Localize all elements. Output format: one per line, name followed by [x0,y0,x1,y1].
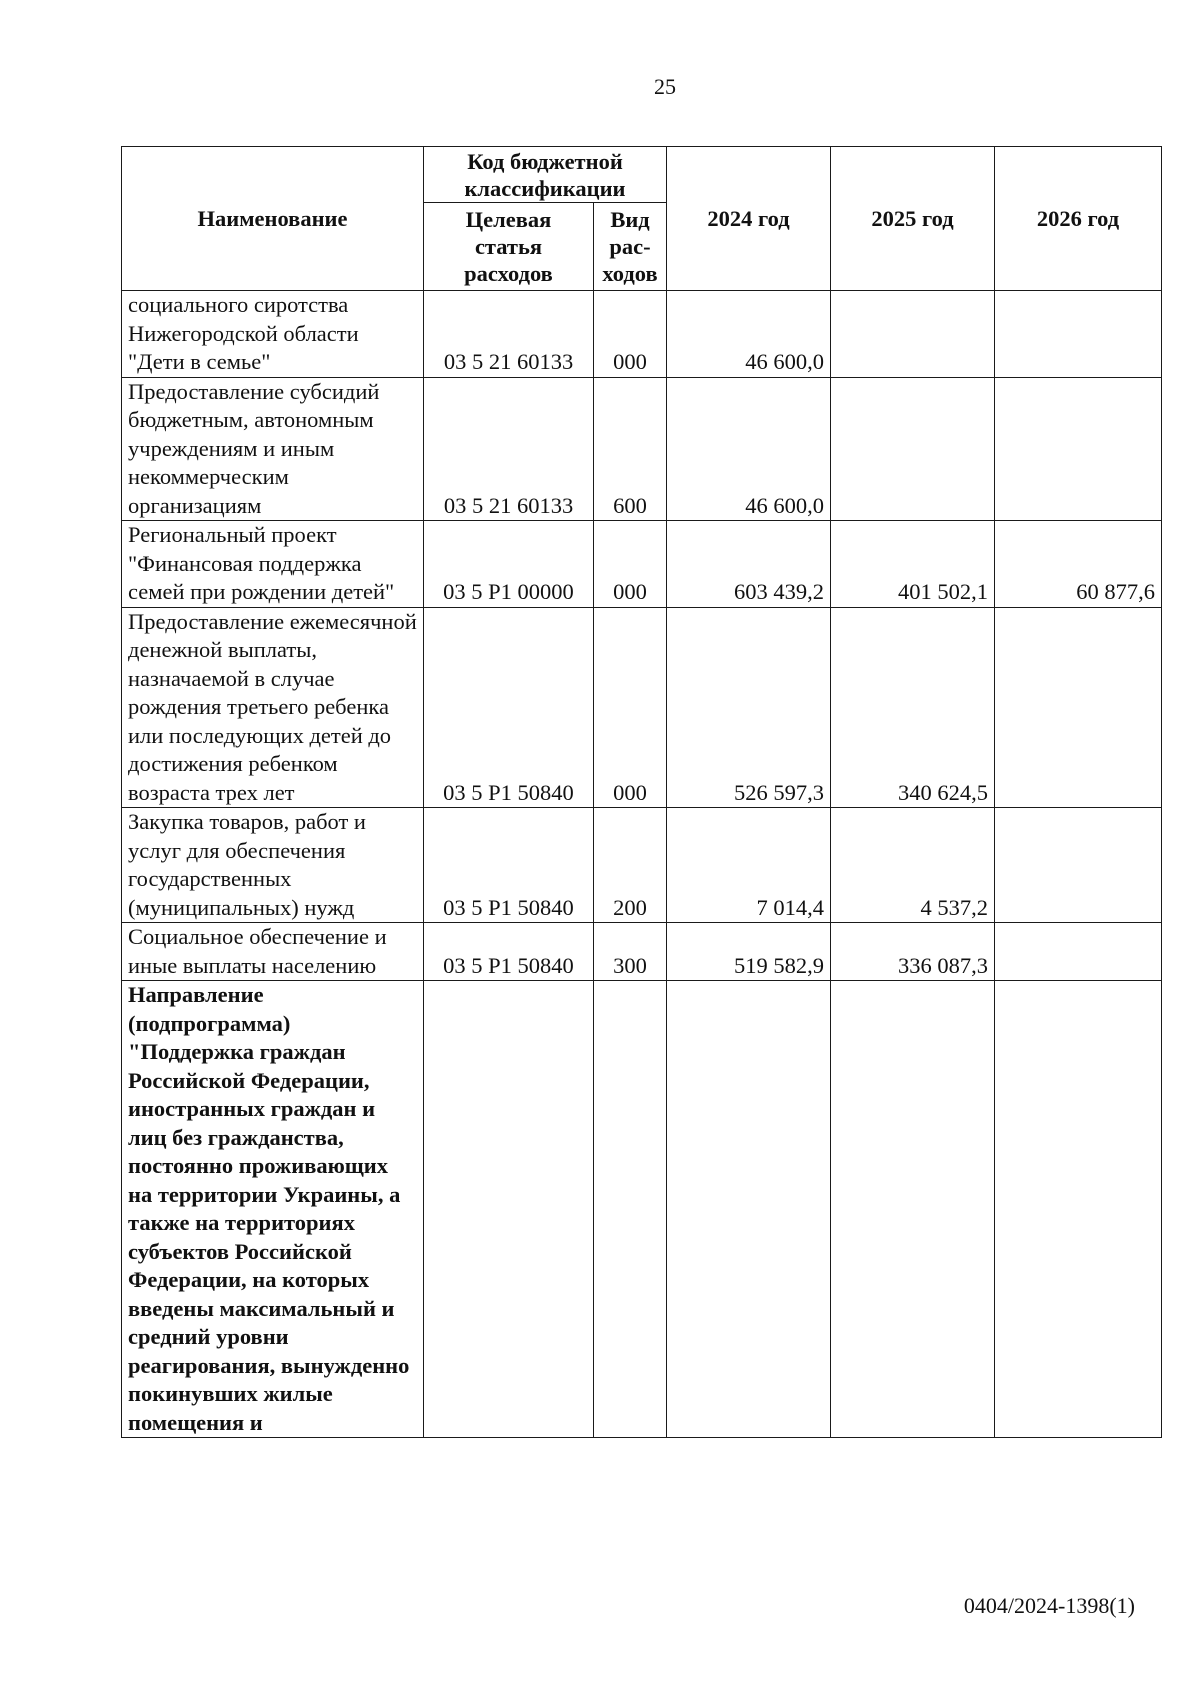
amount-2026-cell [995,377,1162,521]
amount-2024-cell: 603 439,2 [667,521,831,608]
row-name-cell: Направление (подпрограмма) "Поддержка граждан Российской Федерации, иностранных граждан и лиц без гражданства, постоянно проживающих на территории Украины, а также на территориях субъектов Российской Федерации, на которых введены максимальный и средний уровни реагирования, вынужденно покинувших жилые помещения и [122,981,424,1438]
header-code-group: Код бюджетной классификации [424,147,667,203]
table-row [122,291,1162,378]
header-row-top [122,147,1162,203]
table-row [122,521,1162,608]
target-article-cell: 03 5 P1 50840 [424,923,594,981]
expense-type-cell: 000 [594,607,667,808]
amount-2024-cell: 526 597,3 [667,607,831,808]
amount-2024-cell: 46 600,0 [667,291,831,378]
page-number: 25 [654,74,676,99]
target-article-cell: 03 5 P1 50840 [424,808,594,923]
row-name-cell: Предоставление субсидий бюджетным, автономным учреждениям и иным некоммерческим организациям [122,377,424,521]
target-article-cell: 03 5 21 60133 [424,377,594,521]
expense-type-cell: 000 [594,291,667,378]
amount-2024-cell: 519 582,9 [667,923,831,981]
header-target-article: Целевая статья расходов [424,203,594,291]
amount-2026-cell [995,981,1162,1438]
target-article-cell: 03 5 P1 00000 [424,521,594,608]
amount-2025-cell: 401 502,1 [831,521,995,608]
amount-2024-cell: 46 600,0 [667,377,831,521]
table-row [122,808,1162,923]
document-number: 0404/2024-1398(1) [963,1593,1135,1618]
amount-2024-cell: 7 014,4 [667,808,831,923]
amount-2026-cell: 60 877,6 [995,521,1162,608]
amount-2025-cell: 4 537,2 [831,808,995,923]
header-expense-type: Вид рас-ходов [594,203,667,291]
budget-table [121,146,1162,1438]
amount-2025-cell [831,291,995,378]
amount-2025-cell [831,377,995,521]
target-article-cell: 03 5 21 60133 [424,291,594,378]
row-name-cell: Социальное обеспечение и иные выплаты населению [122,923,424,981]
expense-type-cell: 000 [594,521,667,608]
target-article-cell [424,981,594,1438]
table-row [122,981,1162,1438]
expense-type-cell: 300 [594,923,667,981]
target-article-cell: 03 5 P1 50840 [424,607,594,808]
table-row [122,607,1162,808]
table-row [122,377,1162,521]
row-name-cell: Предоставление ежемесячной денежной выплаты, назначаемой в случае рождения третьего ребенка или последующих детей до достижения ребенком возраста трех лет [122,607,424,808]
amount-2025-cell [831,981,995,1438]
amount-2025-cell: 340 624,5 [831,607,995,808]
expense-type-cell [594,981,667,1438]
amount-2025-cell: 336 087,3 [831,923,995,981]
amount-2024-cell [667,981,831,1438]
table-row [122,923,1162,981]
header-year-2025: 2025 год [831,147,995,291]
header-year-2026: 2026 год [995,147,1162,291]
amount-2026-cell [995,607,1162,808]
header-name: Наименование [122,147,424,291]
table-body [122,291,1162,1438]
expense-type-cell: 600 [594,377,667,521]
row-name-cell: Закупка товаров, работ и услуг для обеспечения государственных (муниципальных) нужд [122,808,424,923]
row-name-cell: Региональный проект "Финансовая поддержка семей при рождении детей" [122,521,424,608]
expense-type-cell: 200 [594,808,667,923]
header-year-2024: 2024 год [667,147,831,291]
amount-2026-cell [995,291,1162,378]
amount-2026-cell [995,808,1162,923]
row-name-cell: социального сиротства Нижегородской области "Дети в семье" [122,291,424,378]
amount-2026-cell [995,923,1162,981]
